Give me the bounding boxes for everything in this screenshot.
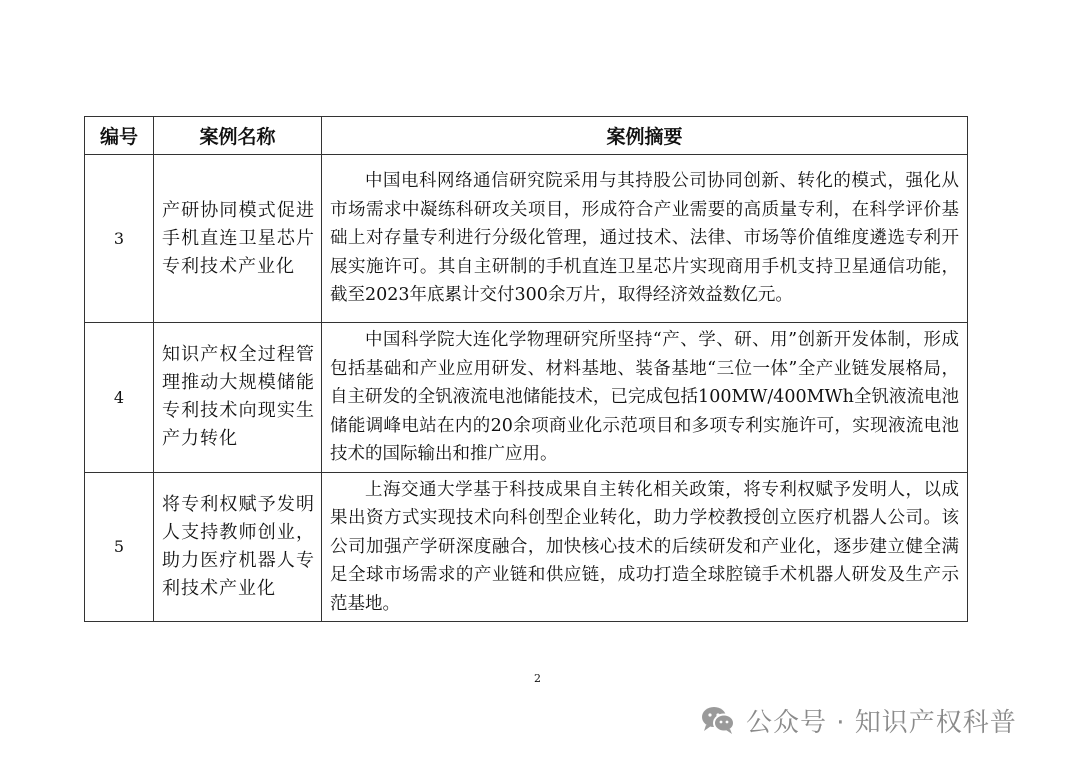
watermark (700, 700, 1017, 740)
case-number: 5 (85, 472, 154, 622)
table-row (85, 323, 968, 473)
case-number: 4 (85, 323, 154, 473)
table-row (85, 472, 968, 622)
page-number: 2 (534, 672, 541, 685)
header-number: 编号 (85, 117, 154, 155)
wechat-icon (700, 704, 736, 736)
case-name: 产研协同模式促进手机直连卫星芯片专利技术产业化 (154, 155, 322, 323)
case-summary: 上海交通大学基于科技成果自主转化相关政策，将专利权赋予发明人，以成果出资方式实现技术向科创型企业转化，助力学校教授创立医疗机器人公司。该公司加强产学研深度融合，加快核心技术的后续研发和产业化，逐步建立健全满足全球市场需求的产业链和供应链，成功打造全球腔镜手术机器人研发及生产示范基地。 (322, 472, 968, 622)
case-table (84, 116, 968, 622)
watermark-text: 公众号 · 知识产权科普 (746, 707, 1017, 738)
case-summary: 中国科学院大连化学物理研究所坚持“产、学、研、用”创新开发体制，形成包括基础和产业应用研发、材料基地、装备基地“三位一体”全产业链发展格局，自主研发的全钒液流电池储能技术，已完成包括100MW/400MWh全钒液流电池储能调峰电站在内的20余项商业化示范项目和多项专利实施许可，实现液流电池技术的国际输出和推广应用。 (322, 323, 968, 473)
case-name: 将专利权赋予发明人支持教师创业，助力医疗机器人专利技术产业化 (154, 472, 322, 622)
table-header-row (85, 117, 968, 155)
table-row (85, 155, 968, 323)
header-case-name: 案例名称 (154, 117, 322, 155)
case-summary: 中国电科网络通信研究院采用与其持股公司协同创新、转化的模式，强化从市场需求中凝练科研攻关项目，形成符合产业需要的高质量专利，在科学评价基础上对存量专利进行分级化管理，通过技术、法律、市场等价值维度遴选专利开展实施许可。其自主研制的手机直连卫星芯片实现商用手机支持卫星通信功能，截至2023年底累计交付300余万片，取得经济效益数亿元。 (322, 155, 968, 323)
case-number: 3 (85, 155, 154, 323)
case-name: 知识产权全过程管理推动大规模储能专利技术向现实生产力转化 (154, 323, 322, 473)
header-case-summary: 案例摘要 (322, 117, 968, 155)
